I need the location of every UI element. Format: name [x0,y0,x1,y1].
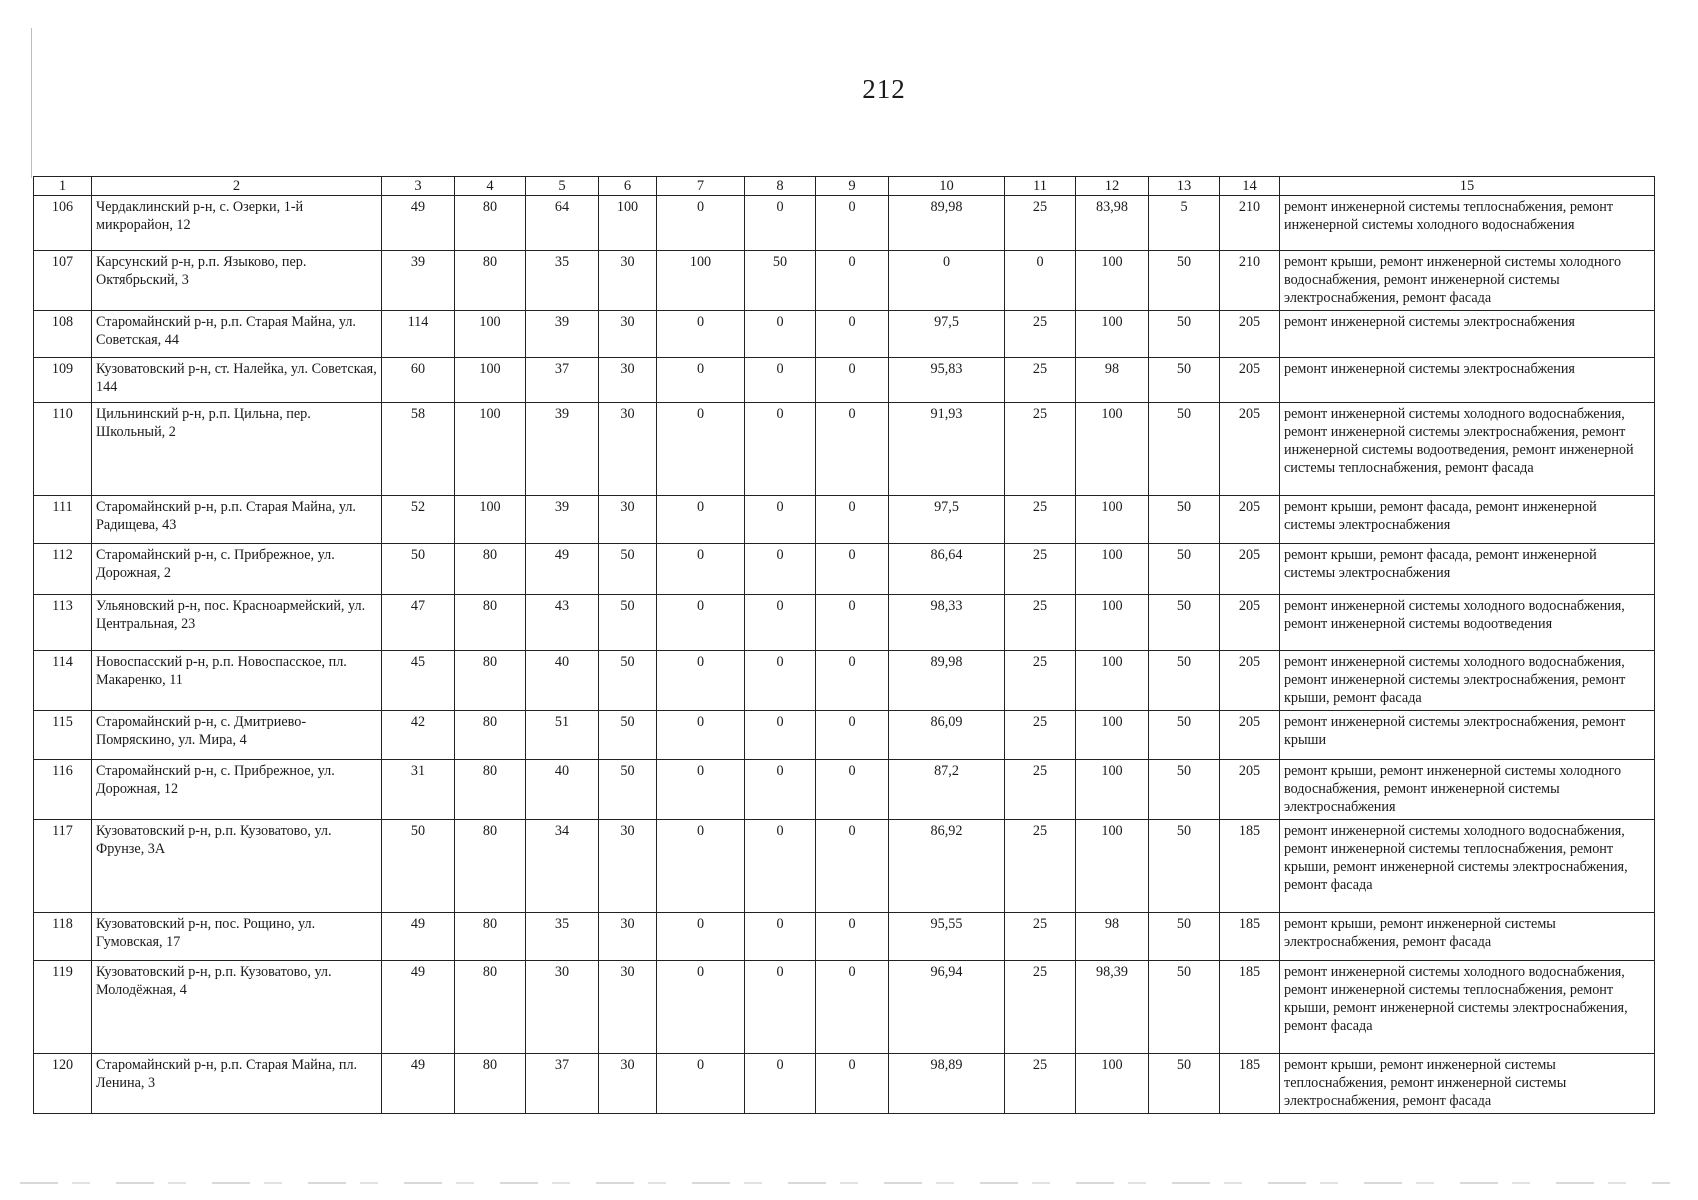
col-11-cell: 25 [1005,544,1076,595]
col-14-cell: 185 [1220,961,1280,1054]
column-header: 8 [745,177,816,196]
col-13-cell: 50 [1149,651,1220,711]
col-8-cell: 0 [745,711,816,760]
col-10-cell: 91,93 [889,403,1005,496]
col-14-cell: 210 [1220,251,1280,311]
col-13-cell: 50 [1149,251,1220,311]
col-7-cell: 0 [657,311,745,358]
col-8-cell: 0 [745,820,816,913]
row-number-cell: 118 [34,913,92,961]
col-10-cell: 95,55 [889,913,1005,961]
address-cell: Старомайнский р-н, с. Дмитриево-Помряскино, ул. Мира, 4 [92,711,382,760]
col-14-cell: 185 [1220,913,1280,961]
col-4-cell: 100 [455,311,526,358]
table-row [34,651,1655,711]
col-9-cell: 0 [816,760,889,820]
work-description-cell: ремонт крыши, ремонт инженерной системы электроснабжения, ремонт фасада [1280,913,1655,961]
col-5-cell: 34 [526,820,599,913]
col-10-cell: 86,92 [889,820,1005,913]
table-row [34,251,1655,311]
col-7-cell: 0 [657,820,745,913]
col-14-cell: 205 [1220,358,1280,403]
col-12-cell: 100 [1076,403,1149,496]
address-cell: Старомайнский р-н, р.п. Старая Майна, ул. Советская, 44 [92,311,382,358]
col-14-cell: 185 [1220,820,1280,913]
col-8-cell: 0 [745,358,816,403]
column-header: 12 [1076,177,1149,196]
col-14-cell: 205 [1220,403,1280,496]
row-number-cell: 108 [34,311,92,358]
col-11-cell: 25 [1005,961,1076,1054]
col-12-cell: 100 [1076,651,1149,711]
col-11-cell: 0 [1005,251,1076,311]
address-cell: Старомайнский р-н, р.п. Старая Майна, пл. Ленина, 3 [92,1054,382,1114]
col-10-cell: 89,98 [889,651,1005,711]
col-3-cell: 42 [382,711,455,760]
col-12-cell: 100 [1076,311,1149,358]
table-row [34,760,1655,820]
column-header: 7 [657,177,745,196]
col-13-cell: 50 [1149,358,1220,403]
col-3-cell: 47 [382,595,455,651]
address-cell: Карсунский р-н, р.п. Языково, пер. Октябрьский, 3 [92,251,382,311]
address-cell: Новоспасский р-н, р.п. Новоспасское, пл. Макаренко, 11 [92,651,382,711]
table-body [34,196,1655,1114]
col-3-cell: 50 [382,544,455,595]
address-cell: Кузоватовский р-н, пос. Рощино, ул. Гумовская, 17 [92,913,382,961]
row-number-cell: 117 [34,820,92,913]
col-3-cell: 114 [382,311,455,358]
data-table [33,176,1655,1114]
col-3-cell: 50 [382,820,455,913]
col-11-cell: 25 [1005,651,1076,711]
col-9-cell: 0 [816,913,889,961]
col-4-cell: 80 [455,913,526,961]
col-8-cell: 0 [745,496,816,544]
work-description-cell: ремонт инженерной системы холодного водоснабжения, ремонт инженерной системы электроснабжения, ремонт крыши, ремонт фасада [1280,651,1655,711]
col-10-cell: 98,89 [889,1054,1005,1114]
col-9-cell: 0 [816,196,889,251]
row-number-cell: 115 [34,711,92,760]
col-10-cell: 96,94 [889,961,1005,1054]
table-row [34,403,1655,496]
work-description-cell: ремонт крыши, ремонт инженерной системы теплоснабжения, ремонт инженерной системы электроснабжения, ремонт фасада [1280,1054,1655,1114]
row-number-cell: 113 [34,595,92,651]
col-3-cell: 49 [382,196,455,251]
col-5-cell: 39 [526,311,599,358]
column-header: 9 [816,177,889,196]
col-12-cell: 100 [1076,496,1149,544]
col-7-cell: 0 [657,496,745,544]
col-13-cell: 50 [1149,1054,1220,1114]
work-description-cell: ремонт инженерной системы холодного водоснабжения, ремонт инженерной системы водоотведения [1280,595,1655,651]
col-4-cell: 80 [455,820,526,913]
col-10-cell: 86,64 [889,544,1005,595]
col-7-cell: 0 [657,1054,745,1114]
column-header: 1 [34,177,92,196]
col-6-cell: 30 [599,251,657,311]
col-12-cell: 100 [1076,1054,1149,1114]
col-12-cell: 83,98 [1076,196,1149,251]
scan-noise-line [20,1182,1670,1184]
table-row [34,544,1655,595]
col-11-cell: 25 [1005,358,1076,403]
work-description-cell: ремонт инженерной системы холодного водоснабжения, ремонт инженерной системы теплоснабжения, ремонт крыши, ремонт инженерной системы электроснабжения, ремонт фасада [1280,820,1655,913]
col-7-cell: 0 [657,760,745,820]
col-3-cell: 45 [382,651,455,711]
col-12-cell: 98,39 [1076,961,1149,1054]
col-7-cell: 0 [657,196,745,251]
col-13-cell: 50 [1149,961,1220,1054]
col-12-cell: 100 [1076,711,1149,760]
col-11-cell: 25 [1005,1054,1076,1114]
col-7-cell: 0 [657,358,745,403]
col-3-cell: 39 [382,251,455,311]
col-11-cell: 25 [1005,496,1076,544]
col-14-cell: 205 [1220,595,1280,651]
col-14-cell: 205 [1220,760,1280,820]
col-12-cell: 100 [1076,820,1149,913]
row-number-cell: 111 [34,496,92,544]
col-14-cell: 205 [1220,544,1280,595]
col-6-cell: 50 [599,651,657,711]
col-9-cell: 0 [816,595,889,651]
work-description-cell: ремонт инженерной системы холодного водоснабжения, ремонт инженерной системы теплоснабжения, ремонт крыши, ремонт инженерной системы электроснабжения, ремонт фасада [1280,961,1655,1054]
col-4-cell: 80 [455,961,526,1054]
col-7-cell: 0 [657,403,745,496]
col-4-cell: 80 [455,651,526,711]
row-number-cell: 116 [34,760,92,820]
col-10-cell: 97,5 [889,311,1005,358]
table-row [34,820,1655,913]
row-number-cell: 120 [34,1054,92,1114]
col-5-cell: 37 [526,1054,599,1114]
col-5-cell: 40 [526,651,599,711]
table-row [34,595,1655,651]
col-8-cell: 0 [745,196,816,251]
col-13-cell: 50 [1149,913,1220,961]
col-7-cell: 0 [657,595,745,651]
col-6-cell: 30 [599,403,657,496]
column-header: 10 [889,177,1005,196]
col-10-cell: 86,09 [889,711,1005,760]
col-14-cell: 205 [1220,311,1280,358]
col-9-cell: 0 [816,358,889,403]
table-row [34,311,1655,358]
work-description-cell: ремонт инженерной системы электроснабжения [1280,311,1655,358]
col-13-cell: 50 [1149,496,1220,544]
column-header: 11 [1005,177,1076,196]
col-8-cell: 0 [745,1054,816,1114]
col-12-cell: 100 [1076,544,1149,595]
col-5-cell: 35 [526,251,599,311]
col-12-cell: 100 [1076,760,1149,820]
col-5-cell: 64 [526,196,599,251]
col-13-cell: 50 [1149,760,1220,820]
col-6-cell: 30 [599,1054,657,1114]
table-row [34,961,1655,1054]
col-6-cell: 50 [599,760,657,820]
row-number-cell: 114 [34,651,92,711]
col-4-cell: 100 [455,403,526,496]
col-9-cell: 0 [816,251,889,311]
work-description-cell: ремонт инженерной системы теплоснабжения, ремонт инженерной системы холодного водоснабжения [1280,196,1655,251]
col-5-cell: 51 [526,711,599,760]
col-4-cell: 80 [455,251,526,311]
col-7-cell: 0 [657,711,745,760]
col-13-cell: 50 [1149,595,1220,651]
col-8-cell: 50 [745,251,816,311]
col-4-cell: 80 [455,595,526,651]
col-3-cell: 60 [382,358,455,403]
col-4-cell: 80 [455,196,526,251]
col-10-cell: 95,83 [889,358,1005,403]
col-4-cell: 80 [455,711,526,760]
address-cell: Кузоватовский р-н, р.п. Кузоватово, ул. Фрунзе, 3А [92,820,382,913]
col-9-cell: 0 [816,544,889,595]
col-7-cell: 0 [657,961,745,1054]
col-6-cell: 30 [599,820,657,913]
work-description-cell: ремонт крыши, ремонт фасада, ремонт инженерной системы электроснабжения [1280,544,1655,595]
work-description-cell: ремонт крыши, ремонт фасада, ремонт инженерной системы электроснабжения [1280,496,1655,544]
address-cell: Ульяновский р-н, пос. Красноармейский, ул. Центральная, 23 [92,595,382,651]
col-11-cell: 25 [1005,403,1076,496]
col-11-cell: 25 [1005,595,1076,651]
col-9-cell: 0 [816,311,889,358]
col-6-cell: 30 [599,496,657,544]
row-number-cell: 110 [34,403,92,496]
col-11-cell: 25 [1005,711,1076,760]
address-cell: Цильнинский р-н, р.п. Цильна, пер. Школьный, 2 [92,403,382,496]
col-5-cell: 39 [526,496,599,544]
col-9-cell: 0 [816,403,889,496]
col-9-cell: 0 [816,711,889,760]
col-4-cell: 100 [455,496,526,544]
table-row [34,913,1655,961]
col-6-cell: 30 [599,913,657,961]
col-6-cell: 30 [599,961,657,1054]
col-13-cell: 50 [1149,311,1220,358]
table-row [34,1054,1655,1114]
col-7-cell: 0 [657,913,745,961]
col-8-cell: 0 [745,913,816,961]
table-row [34,358,1655,403]
work-description-cell: ремонт инженерной системы холодного водоснабжения, ремонт инженерной системы электроснабжения, ремонт инженерной системы водоотведения, ремонт инженерной системы теплоснабжения, ремонт фасада [1280,403,1655,496]
address-cell: Кузоватовский р-н, р.п. Кузоватово, ул. Молодёжная, 4 [92,961,382,1054]
column-header: 3 [382,177,455,196]
column-header: 14 [1220,177,1280,196]
col-5-cell: 39 [526,403,599,496]
col-3-cell: 58 [382,403,455,496]
col-6-cell: 30 [599,358,657,403]
col-8-cell: 0 [745,544,816,595]
row-number-cell: 106 [34,196,92,251]
col-7-cell: 0 [657,544,745,595]
col-14-cell: 205 [1220,496,1280,544]
col-13-cell: 50 [1149,711,1220,760]
col-14-cell: 205 [1220,651,1280,711]
address-cell: Старомайнский р-н, с. Прибрежное, ул. Дорожная, 12 [92,760,382,820]
col-8-cell: 0 [745,760,816,820]
col-3-cell: 49 [382,913,455,961]
col-7-cell: 100 [657,251,745,311]
address-cell: Чердаклинский р-н, с. Озерки, 1-й микрорайон, 12 [92,196,382,251]
col-8-cell: 0 [745,403,816,496]
col-8-cell: 0 [745,651,816,711]
col-8-cell: 0 [745,595,816,651]
col-3-cell: 49 [382,1054,455,1114]
col-4-cell: 100 [455,358,526,403]
col-7-cell: 0 [657,651,745,711]
work-description-cell: ремонт инженерной системы электроснабжения, ремонт крыши [1280,711,1655,760]
row-number-cell: 109 [34,358,92,403]
col-6-cell: 50 [599,595,657,651]
address-cell: Старомайнский р-н, р.п. Старая Майна, ул. Радищева, 43 [92,496,382,544]
col-11-cell: 25 [1005,196,1076,251]
col-14-cell: 205 [1220,711,1280,760]
table-row [34,711,1655,760]
address-cell: Кузоватовский р-н, ст. Налейка, ул. Советская, 144 [92,358,382,403]
col-4-cell: 80 [455,544,526,595]
page-number: 212 [862,74,906,104]
col-10-cell: 87,2 [889,760,1005,820]
col-9-cell: 0 [816,651,889,711]
col-5-cell: 30 [526,961,599,1054]
column-header: 13 [1149,177,1220,196]
col-13-cell: 50 [1149,820,1220,913]
col-5-cell: 43 [526,595,599,651]
row-number-cell: 107 [34,251,92,311]
col-4-cell: 80 [455,760,526,820]
address-cell: Старомайнский р-н, с. Прибрежное, ул. Дорожная, 2 [92,544,382,595]
col-12-cell: 98 [1076,358,1149,403]
col-10-cell: 97,5 [889,496,1005,544]
column-header: 15 [1280,177,1655,196]
col-6-cell: 50 [599,544,657,595]
col-12-cell: 98 [1076,913,1149,961]
col-6-cell: 30 [599,311,657,358]
column-header: 2 [92,177,382,196]
col-5-cell: 37 [526,358,599,403]
col-6-cell: 100 [599,196,657,251]
col-12-cell: 100 [1076,595,1149,651]
col-10-cell: 89,98 [889,196,1005,251]
col-5-cell: 49 [526,544,599,595]
col-11-cell: 25 [1005,820,1076,913]
col-13-cell: 5 [1149,196,1220,251]
col-11-cell: 25 [1005,311,1076,358]
col-3-cell: 52 [382,496,455,544]
work-description-cell: ремонт крыши, ремонт инженерной системы холодного водоснабжения, ремонт инженерной системы электроснабжения [1280,760,1655,820]
row-number-cell: 112 [34,544,92,595]
col-9-cell: 0 [816,820,889,913]
row-number-cell: 119 [34,961,92,1054]
col-3-cell: 49 [382,961,455,1054]
col-5-cell: 35 [526,913,599,961]
col-13-cell: 50 [1149,403,1220,496]
column-header: 5 [526,177,599,196]
col-12-cell: 100 [1076,251,1149,311]
col-14-cell: 185 [1220,1054,1280,1114]
col-4-cell: 80 [455,1054,526,1114]
col-8-cell: 0 [745,311,816,358]
col-9-cell: 0 [816,1054,889,1114]
col-8-cell: 0 [745,961,816,1054]
col-9-cell: 0 [816,961,889,1054]
col-10-cell: 0 [889,251,1005,311]
col-11-cell: 25 [1005,913,1076,961]
table-row [34,196,1655,251]
col-5-cell: 40 [526,760,599,820]
work-description-cell: ремонт инженерной системы электроснабжения [1280,358,1655,403]
col-11-cell: 25 [1005,760,1076,820]
column-header: 6 [599,177,657,196]
col-9-cell: 0 [816,496,889,544]
column-header: 4 [455,177,526,196]
table-row [34,496,1655,544]
work-description-cell: ремонт крыши, ремонт инженерной системы холодного водоснабжения, ремонт инженерной системы электроснабжения, ремонт фасада [1280,251,1655,311]
col-14-cell: 210 [1220,196,1280,251]
col-13-cell: 50 [1149,544,1220,595]
col-10-cell: 98,33 [889,595,1005,651]
col-3-cell: 31 [382,760,455,820]
col-6-cell: 50 [599,711,657,760]
column-number-row [34,177,1655,196]
